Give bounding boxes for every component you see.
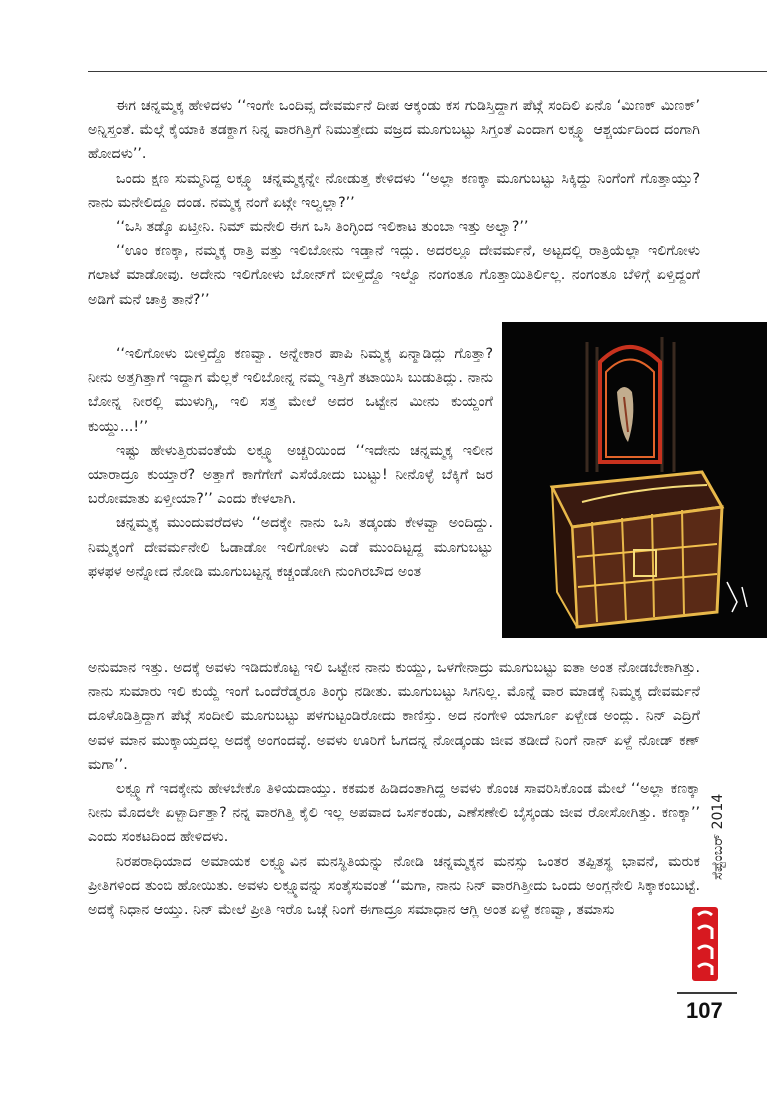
top-rule xyxy=(88,71,767,72)
article-text-top xyxy=(88,94,700,312)
paragraph: ಅನುಮಾನ ಇತ್ತು. ಅದಕ್ಕೆ ಅವಳು ಇಡಿದುಕೊಟ್ಟ ಇಲಿ ಒಟ್ಟೇನ ನಾನು ಕುಯ್ದು, ಒಳಗೇನಾದ್ರು ಮೂಗುಬಟ್ಟು ಐತಾ ಅಂತ ನೋಡಬೇಕಾಗಿತ್ತು. ನಾನು ಸುಮಾರು ಇಲಿ ಕುಯ್ದೆ ಇಂಗೆ ಒಂದೆರೆಡ್ಮರೂ ತಿಂಗ್ಳು ನಡೀತು. ಮೂಗುಬಟ್ಟು ಸಿಗನಿಲ್ಲ. ಮೊನ್ನೆ ವಾರ ಮಾಡಕ್ಕೆ ನಿಮ್ಮಕ್ಕ ದೇವರ್ಮನೆ ದೂಳೊಡಿತ್ತಿದ್ದಾಗ ಪೆಟ್ಗೆ ಸಂದೀಲಿ ಮೂಗುಬಟ್ಟು ಪಳಗುಟ್ಟಂಡಿರೋದು ಕಾಣಿಸ್ತು. ಅದ ನಂಗೇಳಿ ಯಾರ್ಗೂ ಏಳ್ಬೇಡ ಅಂದ್ಲು. ನಿನ್ ಎದ್ರಿಗೆ ಅವಳ ಮಾನ ಮುಕ್ಕಾಯ್ತದಲ್ಲ ಅದಕ್ಕೆ ಅಂಗಂದವ್ಳೆ. ಅವಳು ಊರಿಗೆ ಓಗದನ್ನ ನೋಡ್ಕಂಡು ಜೀವ ತಡೀದೆ ನಿಂಗೆ ನಾನ್ ಏಳ್ದೆ ನೋಡ್ ಕಣ್ ಮಗಾ’’. xyxy=(88,660,700,773)
paragraph: ಲಕ್ಷ್ಮೂಗೆ ಇದಕ್ಕೇನು ಹೇಳಬೇಕೊ ತಿಳಿಯದಾಯ್ತು. ಕಕಮಕ ಹಿಡಿದಂತಾಗಿದ್ದ ಅವಳು ಕೊಂಚ ಸಾವರಿಸಿಕೊಂಡ ಮೇಲೆ ‘‘ಅಲ್ಲಾ ಕಣಕ್ಕಾ ನೀನು ಮೊದಲೇ ಏಳ್ಬಾರ್ದಿತ್ತಾ? ನನ್ನ ವಾರಗಿತ್ತಿ ಕೈಲಿ ಇಲ್ಲ ಅಪವಾದ ಒರ್ಸಕಂಡು, ಎಣೆಸಣೇಲಿ ಬೈಸ್ಕಂಡು ಜೀವ ರೋಸೋಗಿತ್ತು. ಕಣಕ್ಕಾ’’ ಎಂದು ಸಂಕಟದಿಂದ ಹೇಳಿದಳು. xyxy=(88,781,700,846)
paragraph: ಇಷ್ಟು ಹೇಳುತ್ತಿರುವಂತೆಯೆ ಲಕ್ಷ್ಮೂ ಅಚ್ಚರಿಯಿಂದ ‘‘ಇದೇನು ಚನ್ನಮ್ಮಕ್ಕ ಇಲೀನ ಯಾರಾದ್ರೂ ಕುಯ್ತಾರೆ? ಅತ್ತಾಗೆ ಕಾಗೆಗೇಗೆ ಎಸೆಯೋದು ಬುಟ್ಟು! ನೀನೊಳ್ಳೆ ಬೆಕ್ಕಿಗೆ ಜರ ಬರೋಮಾತು ಏಳ್ತೀಯಾ?’’ ಎಂದು ಕೇಳಲಾಗಿ. xyxy=(88,442,493,508)
paragraph: ‘‘ಒಸಿ ತಡ್ಕೊ ಏಟ್ತೀನಿ. ನಿಮ್ ಮನೇಲಿ ಈಗ ಒಸಿ ತಿಂಗ್ಳಿಂದ ಇಲಿಕಾಟ ತುಂಬಾ ಇತ್ತು ಅಲ್ವಾ?’’ xyxy=(116,219,529,236)
paragraph: ‘‘ಇಲಿಗೋಳು ಬೀಳ್ತಿದ್ದೊ ಕಣವ್ವಾ. ಅನ್ನೇಕಾರ ಪಾಪಿ ನಿಮ್ಮಕ್ಕ ಏನ್ಮಾಡಿದ್ಲು ಗೊತ್ತಾ? ನೀನು ಅತ್ತಗಿತ್ತಾಗೆ ಇದ್ದಾಗ ಮೆಲ್ಲಕೆ ಇಲಿಬೋನ್ನ ನಮ್ಮ ಇತ್ತಿಗೆ ತಟಾಯಿಸಿ ಬುಡುತಿದ್ಲು. ನಾನು ಬೋನ್ನ ನೀರಲ್ಲಿ ಮುಳುಗ್ಸಿ, ಇಲಿ ಸತ್ತ ಮೇಲೆ ಅದರ ಒಟ್ಟೇನ ಮೀನು ಕುಯ್ದಂಗೆ ಕುಯ್ದು...!’’ xyxy=(88,346,493,435)
article-text-bottom xyxy=(88,656,700,922)
magazine-logo xyxy=(690,905,720,983)
paragraph: ನಿರಪರಾಧಿಯಾದ ಅಮಾಯಕ ಲಕ್ಷ್ಮೂವಿನ ಮನಸ್ಥಿತಿಯನ್ನು ನೋಡಿ ಚನ್ನಮ್ಮಕ್ಕನ ಮನಸ್ಸು ಒಂತರ ತಪ್ಪಿತಸ್ಥ ಭಾವನೆ, ಮರುಕ ಪ್ರೀತಿಗಳಿಂದ ತುಂಬಿ ಹೋಯಿತು. ಅವಳು ಲಕ್ಷ್ಮೂವನ್ನು ಸಂತೈಸುವಂತೆ ‘‘ಮಗಾ, ನಾನು ನಿನ್ ವಾರಗಿತ್ತೀದು ಒಂದು ಅಂಗ್ಲನೇಲಿ ಸಿಕ್ಕಾಕಂಬುಟ್ಟೆ. ಅದಕ್ಕೆ ನಿಧಾನ ಆಯ್ತು. ನಿನ್ ಮೇಲೆ ಪ್ರೀತಿ ಇರೊ ಒಚ್ಗೆ ನಿಂಗೆ ಈಗಾದ್ರೂ ಸಮಾಧಾನ ಆಗ್ಲಿ ಅಂತ ಏಳ್ದೆ ಕಣವ್ವಾ, ತಮಾಸು xyxy=(88,853,700,919)
treasure-chest-illustration xyxy=(502,322,767,638)
paragraph: ಚನ್ನಮ್ಮಕ್ಕ ಮುಂದುವರೆದಳು ‘‘ಅದಕ್ಕೇ ನಾನು ಒಸಿ ತಡ್ಕಂಡು ಕೇಳವ್ವಾ ಅಂದಿದ್ದು. ನಿಮ್ಮಕ್ಕಂಗೆ ದೇವರ್ಮನೇಲಿ ಓಡಾಡೋ ಇಲಿಗೋಳು ಎಡೆ ಮುಂದಿಟ್ಟದ್ದ ಮೂಗುಬಟ್ಟು ಫಳಫಳ ಅನ್ನೋದ ನೋಡಿ ಮೂಗುಬಟ್ಟನ್ನ ಕಚ್ಚಂಡೋಗಿ ನುಂಗಿರಬೌದ ಅಂತ xyxy=(88,515,493,580)
paragraph: ‘‘ಊಂ ಕಣಕ್ಕಾ, ನಮ್ಮಕ್ಕ ರಾತ್ರಿ ವತ್ತು ಇಲಿಬೋನು ಇಡ್ತಾನೆ ಇದ್ಲು. ಅದರಲ್ಲೂ ದೇವರ್ಮನೆ, ಅಟ್ಟದಲ್ಲಿ ರಾತ್ರಿಯೆಲ್ಲಾ ಇಲಿಗೋಳು ಗಲಾಟೆ ಮಾಡೋವು. ಅದೇನು ಇಲಿಗೋಳು ಬೋನ್‌ಗೆ ಬೀಳ್ತಿದ್ದೊ ಇಲ್ವೊ ನಂಗಂತೂ ಗೊತ್ತಾಯಿತಿರ್ಲಿಲ್ಲ. ನಂಗಂತೂ ಬೆಳಿಗ್ಗೆ ಏಳ್ತಿದ್ದಂಗೆ ಅಡಿಗೆ ಮನೆ ಚಾಕ್ರಿ ತಾನೆ?’’ xyxy=(88,243,700,308)
paragraph: ಒಂದು ಕ್ಷಣ ಸುಮ್ಮನಿದ್ದ ಲಕ್ಷ್ಮೂ ಚನ್ನಮ್ಮಕ್ಕನ್ನೇ ನೋಡುತ್ತ ಕೇಳಿದಳು ‘‘ಅಲ್ಲಾ ಕಣಕ್ಕಾ ಮೂಗುಬಟ್ಟು ಸಿಕ್ಕಿದ್ದು ನಿಂಗೆಂಗೆ ಗೊತ್ತಾಯ್ತು? ನಾನು ಮನೇಲಿದ್ದೂ ದಂಡ. ನಮ್ಮಕ್ಕ ನಂಗೆ ಏಟ್ಗೇ ಇಲ್ವಲ್ಲಾ?’’ xyxy=(88,170,700,211)
paragraph: ಈಗ ಚನ್ನಮ್ಮಕ್ಕ ಹೇಳಿದಳು ‘‘ಇಂಗೇ ಒಂದಿವ್ಸ ದೇವರ್ಮನೆ ದೀಪ ಆಕ್ಕಂಡು ಕಸ ಗುಡಿಸ್ತಿದ್ದಾಗ ಪೆಟ್ಗೆ ಸಂದಿಲಿ ಏನೊ ‘ಮಿಣಕ್ ಮಿಣಕ್’ ಅನ್ನಿಸ್ತಂತೆ. ಮೆಲ್ಗೆ ಕೈಯಾಕಿ ತಡಕ್ದಾಗ ನಿನ್ನ ವಾರಗಿತ್ತಿಗೆ ನಿಮುತ್ತೇದು ವಜ್ರದ ಮೂಗುಬಟ್ಟು ಸಿಗ್ತಂತೆ ಎಂದಾಗ ಲಕ್ಷ್ಮೂ ಆಶ್ಚರ್ಯದಿಂದ ದಂಗಾಗಿ ಹೋದಳು’’. xyxy=(88,98,700,163)
article-text-beside-illustration xyxy=(88,342,493,584)
page-number: 107 xyxy=(686,998,723,1023)
issue-month-year: ಸೆಪ್ಟೆಂಬರ್ 2014 xyxy=(710,793,726,880)
footer-rule xyxy=(677,992,737,994)
